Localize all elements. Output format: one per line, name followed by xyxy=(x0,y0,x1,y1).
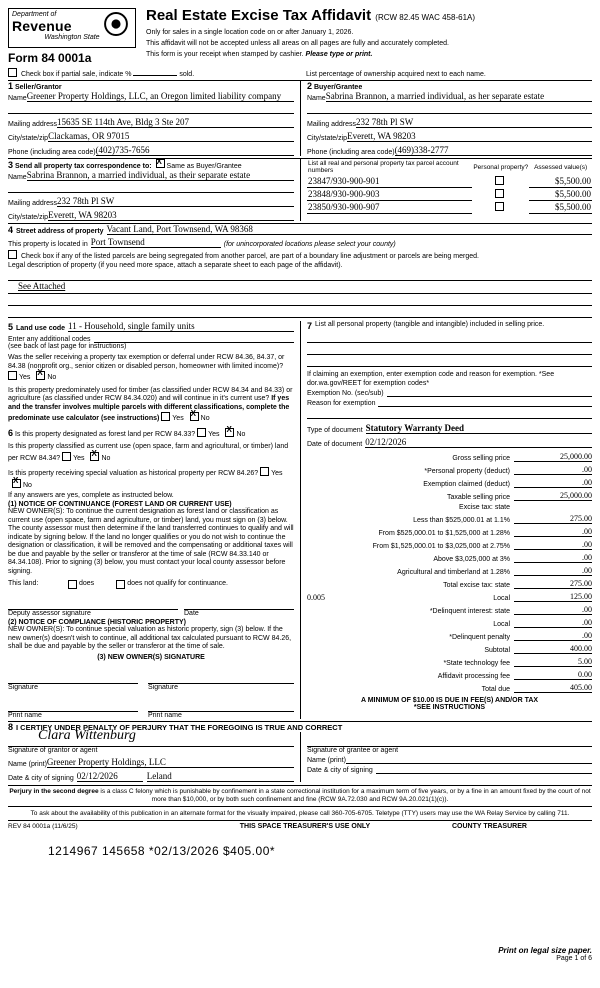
tax-line-value[interactable]: .00 xyxy=(514,553,592,563)
section-4-value[interactable]: Vacant Land, Port Townsend, WA 98368 xyxy=(106,224,253,234)
personal-property-line-3[interactable] xyxy=(307,355,592,367)
tax-line xyxy=(307,566,592,576)
tax-line-value[interactable]: .00 xyxy=(514,566,592,576)
seller-mailing-row xyxy=(8,117,294,128)
section-8-number: 8 xyxy=(8,721,14,732)
deputy-assessor-label: Deputy assessor signature xyxy=(8,610,91,617)
section-5-q2: Is this property predominately used for timber (as classified under RCW 84.34 and 84.33) or agriculture (as classified under RCW 84.34.020) and will continue in it's current use? xyxy=(8,386,293,402)
tax-line-value[interactable]: .00 xyxy=(514,465,592,475)
tax-line-label: Exemption claimed (deduct) xyxy=(423,481,510,488)
table-row xyxy=(307,201,592,214)
partial-sale-row xyxy=(8,68,592,78)
additional-codes-label: Enter any additional codes xyxy=(8,336,91,343)
ownership-note: List percentage of ownership acquired next to each name. xyxy=(306,71,486,78)
located-in-note: (for unincorporated locations please select your county) xyxy=(223,241,396,248)
section-3-number: 3 xyxy=(8,160,14,170)
assessed-value[interactable]: $5,500.00 xyxy=(529,175,592,188)
grantor-date-label: Date & city of signing xyxy=(8,774,74,782)
tax-line-label: From $1,525,000.01 to $3,025,000 at 2.75% xyxy=(372,543,510,550)
deputy-date-line[interactable] xyxy=(184,599,294,610)
tax-line xyxy=(307,491,592,501)
tax-line-label: Total due xyxy=(481,686,510,693)
tax-line xyxy=(307,527,592,537)
personal-property-checkbox[interactable] xyxy=(495,189,504,198)
section-7-intro: List all personal property (tangible and intangible) included in selling price. xyxy=(315,321,545,328)
subtitle-3 xyxy=(146,50,592,59)
seller-name-label: Name xyxy=(8,95,27,102)
s6q1-yes-label: Yes xyxy=(208,430,220,438)
s6q1-no-checkbox[interactable] xyxy=(225,428,234,437)
treasurer-stamp: 1214967 145658 *02/13/2026 $405.00* xyxy=(48,843,276,858)
tax-line xyxy=(307,631,592,641)
seller-name-value[interactable]: Greener Property Holdings, LLC, an Oregon limited liability company xyxy=(26,91,282,101)
tax-line xyxy=(307,670,592,680)
s6q2-yes-checkbox[interactable] xyxy=(62,452,71,461)
buyer-name-label: Name xyxy=(307,95,326,102)
buyer-city-value[interactable]: Everett, WA 98203 xyxy=(347,131,416,141)
notice2-title: (2) NOTICE OF COMPLIANCE (HISTORIC PROPERTY) xyxy=(8,619,186,626)
personal-property-header: Personal property? xyxy=(473,163,529,171)
title-text: Real Estate Excise Tax Affidavit xyxy=(146,7,372,24)
tax-line-label: Less than $525,000.01 at 1.1% xyxy=(413,517,510,524)
tax-line xyxy=(307,452,592,462)
section-5-q2-bold: If yes and the transfer involves multiple parcels with different classifications, complete the predominate use calculator (see instructions) xyxy=(8,395,290,422)
tax-line-value[interactable]: .00 xyxy=(514,631,592,641)
seller-mailing-value[interactable]: 15635 SE 114th Ave, Bldg 3 Ste 207 xyxy=(57,117,190,127)
perjury-notice xyxy=(8,788,592,804)
section-7-right xyxy=(300,321,592,719)
partial-sale-input[interactable] xyxy=(133,75,177,76)
corr-mailing-row xyxy=(8,196,294,207)
tax-line-value[interactable]: .00 xyxy=(514,605,592,615)
notice3-title: (3) NEW OWNER(S) SIGNATURE xyxy=(97,653,205,661)
q1-no-label: No xyxy=(47,374,57,381)
tax-line-label: Gross selling price xyxy=(452,455,510,462)
swirl-icon: ⦿ xyxy=(102,10,129,40)
corr-name-label: Name xyxy=(8,174,27,181)
subtitle-2: This affidavit will not be accepted unless all areas on all pages are fully and accurately completed. xyxy=(146,40,449,47)
doc-type-label: Type of document xyxy=(307,427,363,434)
exemption-code-label: Exemption No. (sec/sub) xyxy=(307,390,384,397)
buyer-city-row xyxy=(307,131,592,142)
buyer-name-value[interactable]: Sabrina Brannon, a married individual, as her separate estate xyxy=(325,91,545,101)
see-instructions-note: *SEE INSTRUCTIONS xyxy=(413,704,486,711)
seller-mailing-label: Mailing address xyxy=(8,121,58,128)
exemption-reason-line-2[interactable] xyxy=(307,407,592,419)
buyer-mailing-row xyxy=(307,117,592,128)
land-use-label: Land use code xyxy=(16,325,66,332)
print-name-label-2: Print name xyxy=(148,711,182,719)
grantor-signature-value[interactable]: Clara Wittenburg xyxy=(38,727,136,743)
parcel-number[interactable]: 23847/930-900-901 xyxy=(307,175,472,188)
seller-buyer-block xyxy=(8,81,592,156)
q1-yes-checkbox[interactable] xyxy=(8,371,17,380)
treasurer-use-label: THIS SPACE TREASURER'S USE ONLY xyxy=(239,822,371,830)
section-3-title: Send all property tax correspondence to: xyxy=(15,163,152,170)
buyer-phone-row xyxy=(307,145,592,156)
corr-name-value[interactable]: Sabrina Brannon, a married individual, as their separate estate xyxy=(26,170,251,180)
q1-yes-label: Yes xyxy=(19,374,31,381)
section-5-number: 5 xyxy=(8,322,14,332)
new-owner-printname-2[interactable] xyxy=(148,701,294,712)
corr-name-row xyxy=(8,170,294,181)
section-3-correspondence xyxy=(8,159,300,221)
q1-no-checkbox[interactable] xyxy=(36,371,45,380)
buyer-mailing-label: Mailing address xyxy=(307,121,357,128)
same-as-buyer-checkbox[interactable] xyxy=(156,159,165,168)
corr-mailing-value[interactable]: 232 78th Pl SW xyxy=(57,196,115,206)
tax-line-value[interactable]: 25,000.00 xyxy=(514,491,592,501)
seller-city-label: City/state/zip xyxy=(8,135,49,142)
section-4-number: 4 xyxy=(8,225,14,235)
tax-line-label: From $525,000.01 to $1,525,000 at 1.28% xyxy=(378,530,510,537)
tax-calculation-table xyxy=(307,452,592,693)
assessed-value-header: Assessed value(s) xyxy=(534,163,588,171)
page-number: Page 1 of 6 xyxy=(556,955,592,962)
segregated-checkbox[interactable] xyxy=(8,250,17,259)
doc-date-label: Date of document xyxy=(307,441,363,448)
subtitle-3-emphasis: Please type or print. xyxy=(305,51,373,58)
personal-property-line-1[interactable] xyxy=(307,331,592,343)
tax-line xyxy=(307,478,592,488)
located-in-label: This property is located in xyxy=(8,241,88,248)
signature-label-1: Signature xyxy=(8,683,38,691)
treasurer-header-row xyxy=(8,823,592,830)
local-rate: 0.005 xyxy=(307,593,325,602)
tax-line-label: *State technology fee xyxy=(443,660,510,667)
legal-size-note: Print on legal size paper. xyxy=(498,946,592,955)
s6q3-no-checkbox[interactable] xyxy=(12,479,21,488)
tax-line-value[interactable]: .00 xyxy=(514,527,592,537)
section-7-number: 7 xyxy=(307,321,313,331)
print-name-label-1: Print name xyxy=(8,711,42,719)
subtitle-3-text: This form is your receipt when stamped by cashier. xyxy=(146,51,304,58)
tax-line-label: Subtotal xyxy=(484,647,510,654)
s6q1-yes-checkbox[interactable] xyxy=(197,428,206,437)
grantee-signature-block xyxy=(300,732,592,782)
title-rcw: (RCW 82.45 WAC 458-61A) xyxy=(375,13,476,22)
s6q2-yes-label: Yes xyxy=(73,454,85,462)
tax-line-label: Agricultural and timberland at 1.28% xyxy=(397,569,510,576)
doc-type-value[interactable]: Statutory Warranty Deed xyxy=(365,423,464,433)
table-row xyxy=(307,175,592,188)
section-6-q3: Is this property receiving special valuation as historical property per RCW 84.26? xyxy=(8,470,259,477)
q2-no-checkbox[interactable] xyxy=(190,412,199,421)
parcel-number[interactable]: 23850/930-900-907 xyxy=(307,201,472,214)
tax-line xyxy=(307,618,592,628)
revision-number: REV 84 0001a (11/6/25) xyxy=(8,822,78,830)
grantee-date-label: Date & city of signing xyxy=(307,766,373,774)
section-3-block xyxy=(8,159,592,221)
exemption-code-value[interactable] xyxy=(387,396,592,397)
buyer-name-row xyxy=(307,91,592,102)
exemption-reason-value[interactable] xyxy=(378,406,592,407)
tax-line xyxy=(307,504,592,511)
s6q3-yes-checkbox[interactable] xyxy=(260,467,269,476)
partial-sale-cell xyxy=(8,68,300,78)
tax-line-local xyxy=(307,592,592,602)
s6q3-yes-label: Yes xyxy=(271,470,283,477)
document-header xyxy=(8,8,592,65)
section-5-7-block xyxy=(8,321,592,719)
section-2-title: Buyer/Grantee xyxy=(313,84,363,91)
ada-notice: To ask about the availability of this publication in an alternate format for the visually impaired, please call 360-705-6705. Teletype (TTY) users may use the WA Relay Service by calling 711. xyxy=(30,809,570,817)
tax-line-label: *Delinquent penalty xyxy=(449,634,510,641)
dept-label: Department of xyxy=(12,11,57,18)
tax-line-value[interactable]: 400.00 xyxy=(514,644,592,654)
q2-yes-checkbox[interactable] xyxy=(161,412,170,421)
signature-label-2: Signature xyxy=(148,683,178,691)
doc-date-value[interactable]: 02/12/2026 xyxy=(365,437,407,447)
does-not-qualify-checkbox[interactable] xyxy=(116,580,125,589)
new-owner-signature-2[interactable] xyxy=(148,673,294,684)
s6q2-no-checkbox[interactable] xyxy=(90,452,99,461)
grantee-name-label: Name (print) xyxy=(307,756,346,764)
tax-line-label: Taxable selling price xyxy=(446,494,510,501)
if-any-answers: If any answers are yes, complete as instructed below. xyxy=(8,492,174,499)
tax-line-value[interactable]: 125.00 xyxy=(514,592,592,602)
buyer-phone-label: Phone (including area code) xyxy=(307,149,395,156)
seller-name-row xyxy=(8,91,294,102)
grantor-city-value[interactable]: Leland xyxy=(146,770,172,781)
corr-city-label: City/state/zip xyxy=(8,214,49,221)
parcel-number-header: List all real and personal property tax parcel account numbers xyxy=(308,160,459,174)
subtitle-1: Only for sales in a single location code on or after January 1, 2026. xyxy=(146,29,354,36)
parcel-table xyxy=(307,159,592,214)
county-treasurer-label: COUNTY TREASURER xyxy=(452,822,527,830)
section-1-seller xyxy=(8,81,300,156)
tax-line xyxy=(307,553,592,563)
seller-phone-value[interactable]: (402)735-7656 xyxy=(95,145,150,155)
tax-line xyxy=(307,683,592,693)
tax-line-label: *Delinquent interest: state xyxy=(429,608,510,615)
tax-line-label: Above $3,025,000 at 3% xyxy=(433,556,510,563)
legal-description-value[interactable]: See Attached xyxy=(18,281,66,291)
q2-no-label: No xyxy=(200,415,210,422)
section-2-buyer xyxy=(300,81,592,156)
additional-codes-note: (see back of last page for instructions) xyxy=(8,343,127,350)
corr-mailing-label: Mailing address xyxy=(8,200,58,207)
section-1-title: Seller/Grantor xyxy=(14,84,62,91)
segregated-label: Check box if any of the listed parcels are being segregated from another parcel, are part of a boundary line adjustment or parcels are being merged. xyxy=(20,253,479,260)
seller-city-value[interactable]: Clackamas, OR 97015 xyxy=(48,131,130,141)
tax-line xyxy=(307,657,592,667)
parcel-number[interactable]: 23848/930-900-903 xyxy=(307,188,472,201)
personal-property-checkbox[interactable] xyxy=(495,202,504,211)
tax-line-value[interactable]: .00 xyxy=(514,618,592,628)
revenue-logo xyxy=(8,8,136,48)
personal-property-checkbox[interactable] xyxy=(495,176,504,185)
notice1-body: NEW OWNER(S): To continue the current designation as forest land or classification as current use (open space, farm and agriculture, or timber) land, you must sign on (3) below. The county assessor must then determine if the land transferred continues to qualify and will indicate by signing below. If the land no longer qualifies or you do not wish to continue the designation or classification, it will be removed and the compensating or additional taxes will be due and payable by the seller or transferor at the time of sale (RCW 84.33.140 or 84.34.108). Prior to signing (3) below, you must contact your local county assessor before signing. xyxy=(8,508,294,575)
section-8-certification xyxy=(8,722,592,782)
tax-line-value[interactable]: 405.00 xyxy=(514,683,592,693)
perjury-bold: Perjury in the second degree xyxy=(9,787,99,795)
s6q1-no-label: No xyxy=(236,430,246,438)
tax-line-value[interactable]: 0.00 xyxy=(514,670,592,680)
tax-line-label: Local xyxy=(493,621,510,628)
state-label: Washington State xyxy=(44,34,100,41)
section-5-left xyxy=(8,321,300,719)
section-6-q1: Is this property designated as forest land per RCW 84.33? xyxy=(14,430,196,438)
new-owner-signature-1[interactable] xyxy=(8,673,138,684)
new-owner-printname-1[interactable] xyxy=(8,701,138,712)
print-footer xyxy=(498,946,592,962)
tax-line-value[interactable]: 25,000.00 xyxy=(514,452,592,462)
tax-line-label: *Personal property (deduct) xyxy=(424,468,510,475)
seller-phone-label: Phone (including area code) xyxy=(8,149,96,156)
exemption-reason-label: Reason for exemption xyxy=(307,400,376,407)
notice1-title: (1) NOTICE OF CONTINUANCE (FOREST LAND OR CURRENT USE) xyxy=(8,501,232,508)
minimum-due-note: A MINIMUM OF $10.00 IS DUE IN FEE(S) AND/OR TAX xyxy=(360,697,539,704)
section-3-parcels xyxy=(300,159,592,221)
buyer-mailing-value[interactable]: 232 78th Pl SW xyxy=(356,117,414,127)
grantor-name-label: Name (print) xyxy=(8,760,47,768)
tax-line xyxy=(307,605,592,615)
deputy-date-label: Date xyxy=(184,610,199,617)
does-label: does xyxy=(79,580,95,587)
seller-city-row xyxy=(8,131,294,142)
tax-line-label: Affidavit processing fee xyxy=(437,673,510,680)
personal-property-line-2[interactable] xyxy=(307,343,592,355)
section-4-label: Street address of property xyxy=(16,228,104,235)
grantor-name-value[interactable]: Greener Property Holdings, LLC xyxy=(46,756,166,767)
notice2-body: NEW OWNER(S): To continue special valuation as historic property, sign (3) below. If the new owner(s) doesn't wish to continue, all additional tax calculated pursuant to RCW 84.26, shall be due and payable by the seller or transferor at the time of sale. xyxy=(8,626,292,650)
section-6-number: 6 xyxy=(8,427,14,438)
tax-line xyxy=(307,579,592,589)
page-title xyxy=(146,8,592,26)
perjury-text: is a class C felony which is punishable by confinement in a state correctional institution for a maximum term of five years, or by a fine in an amount fixed by the court of not more than $10,000, or by both such confinement and fine (RCW 9A.72.030 and RCW 9A.20.021(1)(c)). xyxy=(100,787,591,803)
partial-sale-label: Check box if partial sale, indicate % xyxy=(20,71,132,78)
corr-city-row xyxy=(8,210,294,221)
tax-line-label: Total excise tax: state xyxy=(443,582,510,589)
tax-line xyxy=(307,540,592,550)
tax-line-value[interactable]: 275.00 xyxy=(514,579,592,589)
same-as-buyer-label: Same as Buyer/Grantee xyxy=(166,163,242,170)
form-number: Form 84 0001a xyxy=(8,51,92,65)
sold-label: sold. xyxy=(179,71,195,78)
grantor-signature-label: Signature of grantor or agent xyxy=(8,746,98,754)
tax-line xyxy=(307,644,592,654)
does-not-label: does not qualify for continuance. xyxy=(127,580,228,587)
tax-line-value[interactable]: 5.00 xyxy=(514,657,592,667)
revenue-label: Revenue xyxy=(12,18,72,34)
corr-city-value[interactable]: Everett, WA 98203 xyxy=(48,210,117,220)
section-4-property xyxy=(8,224,592,318)
section-1-number: 1 xyxy=(8,81,14,91)
assessed-value[interactable]: $5,500.00 xyxy=(529,201,592,214)
tax-line-value[interactable]: .00 xyxy=(514,478,592,488)
buyer-city-label: City/state/zip xyxy=(307,135,348,142)
partial-sale-checkbox[interactable] xyxy=(8,68,17,77)
section-8-title: I CERTIFY UNDER PENALTY OF PERJURY THAT THE FOREGOING IS TRUE AND CORRECT xyxy=(16,722,343,732)
does-qualify-checkbox[interactable] xyxy=(68,580,77,589)
tax-line-label: Local xyxy=(493,595,510,602)
section-6-q2: Is this property classified as current use (open space, farm and agricultural, or timber) land per RCW 84.34? xyxy=(8,443,289,462)
land-use-value[interactable]: 11 - Household, single family units xyxy=(68,321,195,331)
table-row xyxy=(307,188,592,201)
grantor-signature-block xyxy=(8,727,300,782)
this-land-label: This land: xyxy=(8,580,39,587)
exemption-note: If claiming an exemption, enter exemption code and reason for exemption. *See dor.wa.gov/REET for exemption codes* xyxy=(307,371,555,387)
section-2-number: 2 xyxy=(307,81,313,91)
segregated-row xyxy=(8,250,592,260)
located-in-value[interactable]: Port Townsend xyxy=(90,237,145,247)
q2-yes-label: Yes xyxy=(172,415,184,422)
grantor-date-value[interactable]: 02/12/2026 xyxy=(76,770,118,781)
tax-line-value[interactable]: 275.00 xyxy=(514,514,592,524)
tax-line xyxy=(307,465,592,475)
seller-phone-row xyxy=(8,145,294,156)
s6q2-no-label: No xyxy=(101,454,111,462)
grantee-signature-label: Signature of grantee or agent xyxy=(307,746,399,754)
tax-line-value[interactable]: .00 xyxy=(514,540,592,550)
tax-line-label: Excise tax: state xyxy=(459,504,510,511)
deputy-assessor-signature-line[interactable] xyxy=(8,599,178,610)
agency-logo-block xyxy=(8,8,136,65)
buyer-phone-value[interactable]: (469)338-2777 xyxy=(394,145,449,155)
section-5-q1: Was the seller receiving a property tax exemption or deferral under RCW 84.36, 84.37, or 84.38 (nonprofit org., senior citizen or disabled person, homeowner with limited income)? xyxy=(8,354,285,370)
assessed-value[interactable]: $5,500.00 xyxy=(529,188,592,201)
s6q3-no-label: No xyxy=(23,481,32,489)
tax-line xyxy=(307,514,592,524)
legal-description-label: Legal description of property (if you need more space, attach a separate sheet to each page of the affidavit). xyxy=(8,262,343,269)
